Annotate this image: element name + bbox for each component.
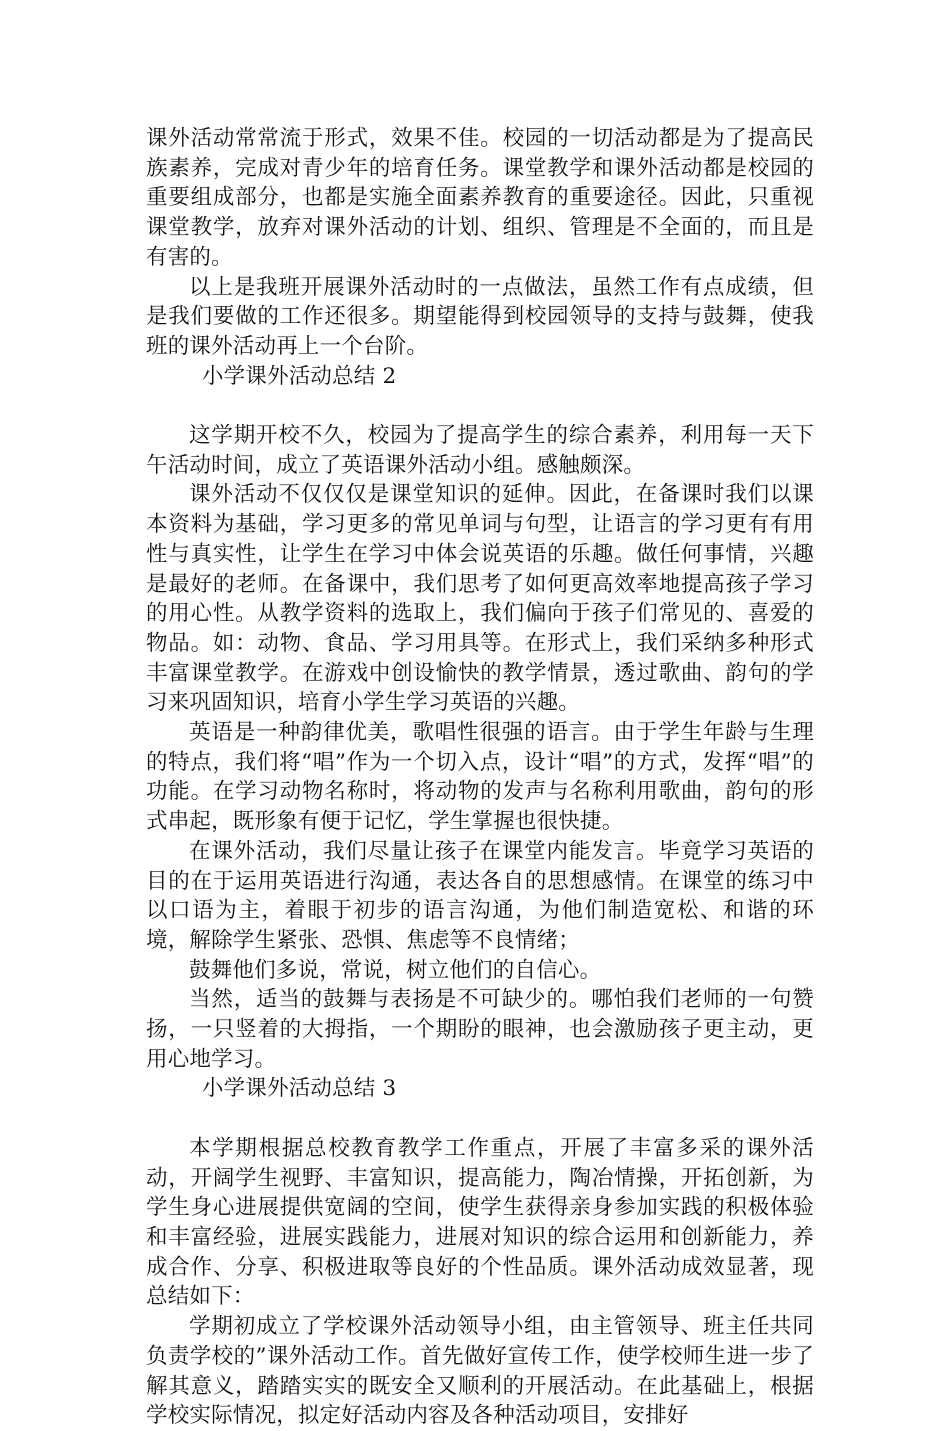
paragraph-s2-1: 这学期开校不久，校园为了提高学生的综合素养，利用每一天下午活动时间，成立了英语课外活动小组。感触颇深。: [146, 423, 814, 478]
blank-line: [146, 391, 814, 421]
paragraph-s2-5: 鼓舞他们多说，常说，树立他们的自信心。: [189, 957, 602, 983]
paragraph-s2-2: 课外活动不仅仅仅是课堂知识的延伸。因此，在备课时我们以课本资料为基础，学习更多的常见单词与句型，让语言的学习更有有用性与真实性，让学生在学习中体会说英语的乐趣。做任何事情，兴趣是最好的老师。在备课中，我们思考了如何更高效率地提高孩子学习的用心性。从教学资料的选取上，我们偏向于孩子们常见的、喜爱的物品。如：动物、食品、学习用具等。在形式上，我们采纳多种形式丰富课堂教学。在游戏中创设愉快的教学情景，透过歌曲、韵句的学习来巩固知识，培育小学生学习英语的兴趣。: [146, 482, 814, 716]
paragraph-s3-1: 本学期根据总校教育教学工作重点，开展了丰富多采的课外活动，开阔学生视野、丰富知识，提高能力，陶冶情操，开拓创新，为学生身心进展提供宽阔的空间，使学生获得亲身参加实践的积极体验和丰富经验，进展实践能力，进展对知识的综合运用和创新能力，养成合作、分享、积极进取等良好的个性品质。课外活动成效显著，现总结如下：: [146, 1135, 814, 1310]
paragraph-intro: 课外活动常常流于形式，效果不佳。校园的一切活动都是为了提高民族素养，完成对青少年的培育任务。课堂教学和课外活动都是校园的重要组成部分，也都是实施全面素养教育的重要途径。因此，只重视课堂教学，放弃对课外活动的计划、组织、管理是不全面的，而且是有害的。: [146, 126, 814, 270]
paragraph-s3-2: 学期初成立了学校课外活动领导小组，由主管领导、班主任共同负责学校的”课外活动工作。首先做好宣传工作，使学校师生进一步了解其意义，踏踏实实的既安全又顺利的开展活动。在此基础上，根据学校实际情况，拟定好活动内容及各种活动项目，安排好: [146, 1314, 814, 1429]
paragraph-s2-4: 在课外活动，我们尽量让孩子在课堂内能发言。毕竟学习英语的目的在于运用英语进行沟通，表达各自的思想感情。在课堂的练习中以口语为主，着眼于初步的语言沟通，为他们制造宽松、和谐的环境，解除学生紧张、恐惧、焦虑等不良情绪；: [146, 838, 814, 953]
paragraph-s2-3: 英语是一种韵律优美，歌唱性很强的语言。由于学生年龄与生理的特点，我们将“唱”作为一个切入点，设计“唱”的方式，发挥“唱”的功能。在学习动物名称时，将动物的发声与名称利用歌曲，韵句的形式串起，既形象有便于记忆，学生掌握也很快捷。: [146, 720, 814, 835]
section-heading-2: 小学课外活动总结 2: [201, 363, 397, 389]
section-heading-3: 小学课外活动总结 3: [201, 1076, 397, 1102]
paragraph-s2-6: 当然，适当的鼓舞与表扬是不可缺少的。哪怕我们老师的一句赞扬，一只竖着的大拇指，一个期盼的眼神，也会激励孩子更主动，更用心地学习。: [146, 987, 814, 1072]
blank-line: [146, 1104, 814, 1134]
paragraph-conclusion: 以上是我班开展课外活动时的一点做法，虽然工作有点成绩，但是我们要做的工作还很多。期望能得到校园领导的支持与鼓舞，使我班的课外活动再上一个台阶。: [146, 274, 814, 359]
document-body: [146, 124, 814, 1431]
